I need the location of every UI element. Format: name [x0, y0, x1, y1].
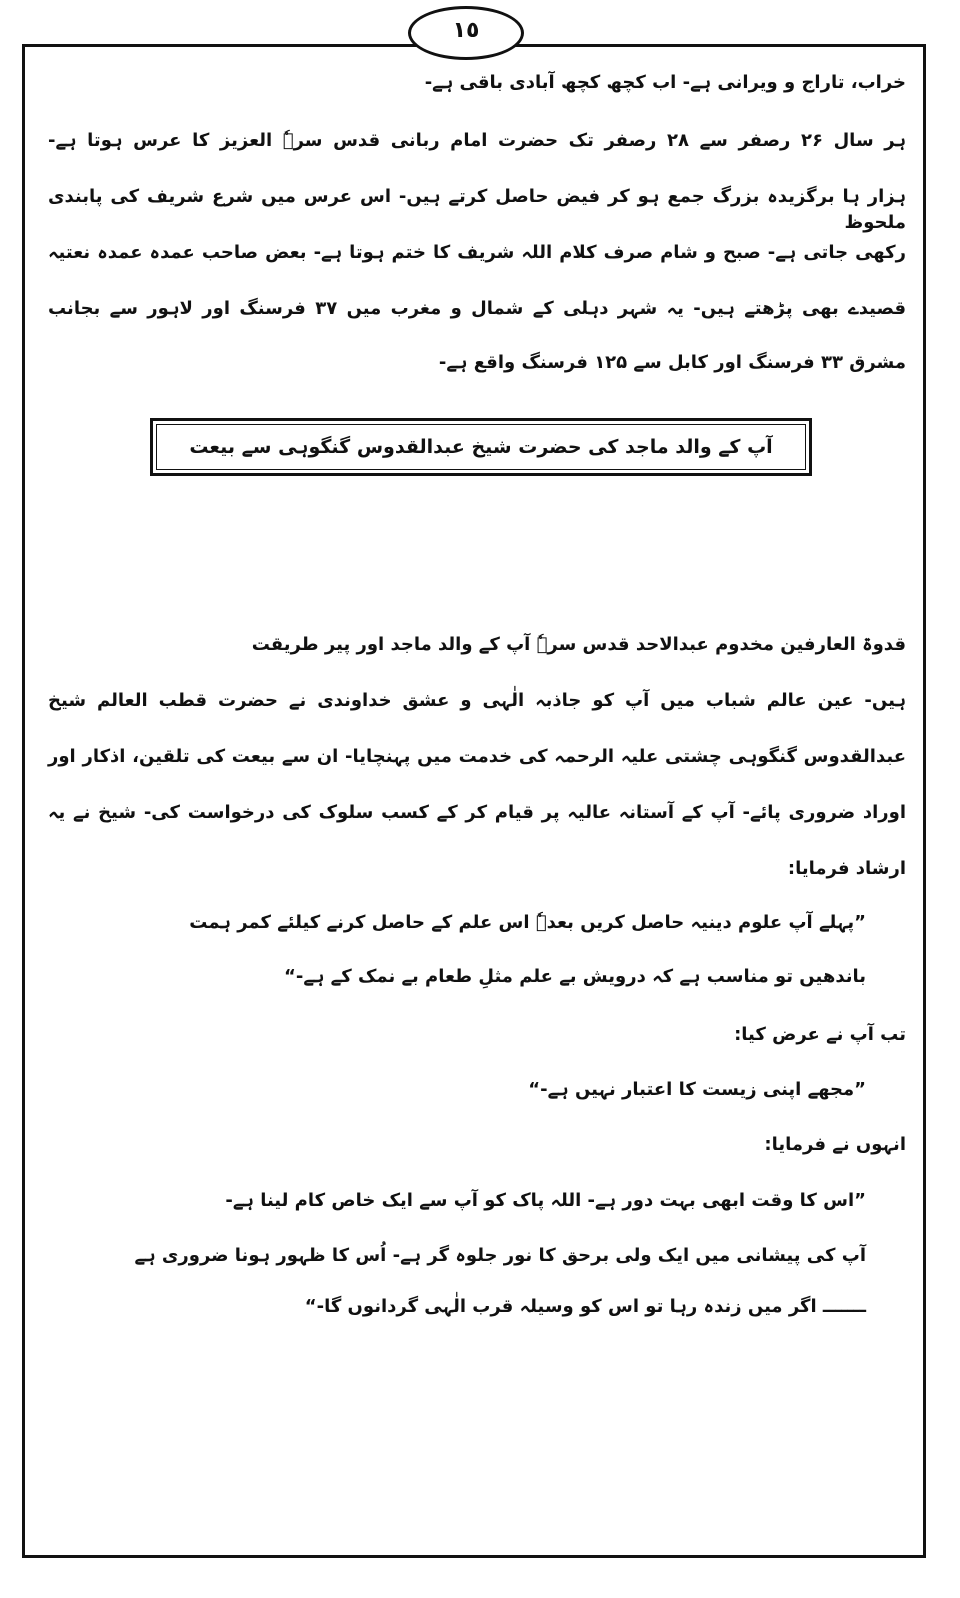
- paragraph-line: ہزار ہا برگزیدہ بزرگ جمع ہو کر فیض حاصل کرتے ہیں- اس عرس میں شرع شریف کی پابندی ملحوظ: [48, 186, 906, 233]
- paragraph-line: خراب، تاراج و ویرانی ہے- اب کچھ کچھ آبادی باقی ہے-: [424, 72, 906, 93]
- paragraph-line: ارشاد فرمایا:: [787, 858, 906, 879]
- quote-line: باندھیں تو مناسب ہے کہ درویش بے علم مثلِ طعام بے نمک کے ہے-“: [284, 966, 866, 987]
- paragraph-line: تب آپ نے عرض کیا:: [734, 1024, 906, 1045]
- paragraph-line: قصیدے بھی پڑھتے ہیں- یہ شہر دہلی کے شمال و مغرب میں ۳۷ فرسنگ اور لاہور سے بجانب: [48, 298, 906, 319]
- paragraph-line: رکھی جاتی ہے- صبح و شام صرف کلام اللہ شریف کا ختم ہوتا ہے- بعض صاحب عمدہ عمدہ نعتیہ: [48, 242, 906, 263]
- paragraph-line: قدوۃ العارفین مخدوم عبدالاحد قدس سرہٗ آپ کے والد ماجد اور پیر طریقت: [251, 634, 906, 655]
- paragraph-line: ہیں- عین عالم شباب میں آپ کو جاذبہ الٰہی و عشق خداوندی نے حضرت قطب العالم شیخ: [48, 690, 906, 711]
- quote-line: ”مجھے اپنی زیست کا اعتبار نہیں ہے-“: [528, 1079, 866, 1100]
- quote-line: ”اس کا وقت ابھی بہت دور ہے- اللہ پاک کو آپ سے ایک خاص کام لینا ہے-: [225, 1190, 866, 1211]
- paragraph-line: عبدالقدوس گنگوہی چشتی علیہ الرحمہ کی خدمت میں پہنچایا- ان سے بیعت کی تلقین، اذکار اور: [48, 746, 906, 767]
- paragraph-line: اوراد ضروری پائے- آپ کے آستانہ عالیہ پر قیام کر کے کسب سلوک کی درخواست کی- شیخ نے یہ: [48, 802, 906, 823]
- quote-line: ـــــــ اگر میں زندہ رہا تو اس کو وسیلہ قرب الٰہی گردانوں گا-“: [304, 1296, 866, 1317]
- paragraph-line: مشرق ۳۳ فرسنگ اور کابل سے ۱۲۵ فرسنگ واقع ہے-: [438, 352, 906, 373]
- section-heading-box: [150, 418, 812, 476]
- quote-line: ”پہلے آپ علوم دینیہ حاصل کریں بعدہٗ اس علم کے حاصل کرنے کیلئے کمر ہمت: [189, 912, 866, 933]
- paragraph-line: ہر سال ۲۶ رصفر سے ۲۸ رصفر تک حضرت امام ربانی قدس سرہٗ العزیز کا عرس ہوتا ہے-: [48, 130, 906, 151]
- paragraph-line: انہوں نے فرمایا:: [764, 1134, 906, 1155]
- quote-line: آپ کی پیشانی میں ایک ولی برحق کا نور جلوہ گر ہے- اُس کا ظہور ہونا ضروری ہے: [134, 1245, 866, 1266]
- section-heading: آپ کے والد ماجد کی حضرت شیخ عبدالقدوس گنگوہی سے بیعت: [189, 436, 773, 458]
- page-number: ١٥: [408, 6, 524, 60]
